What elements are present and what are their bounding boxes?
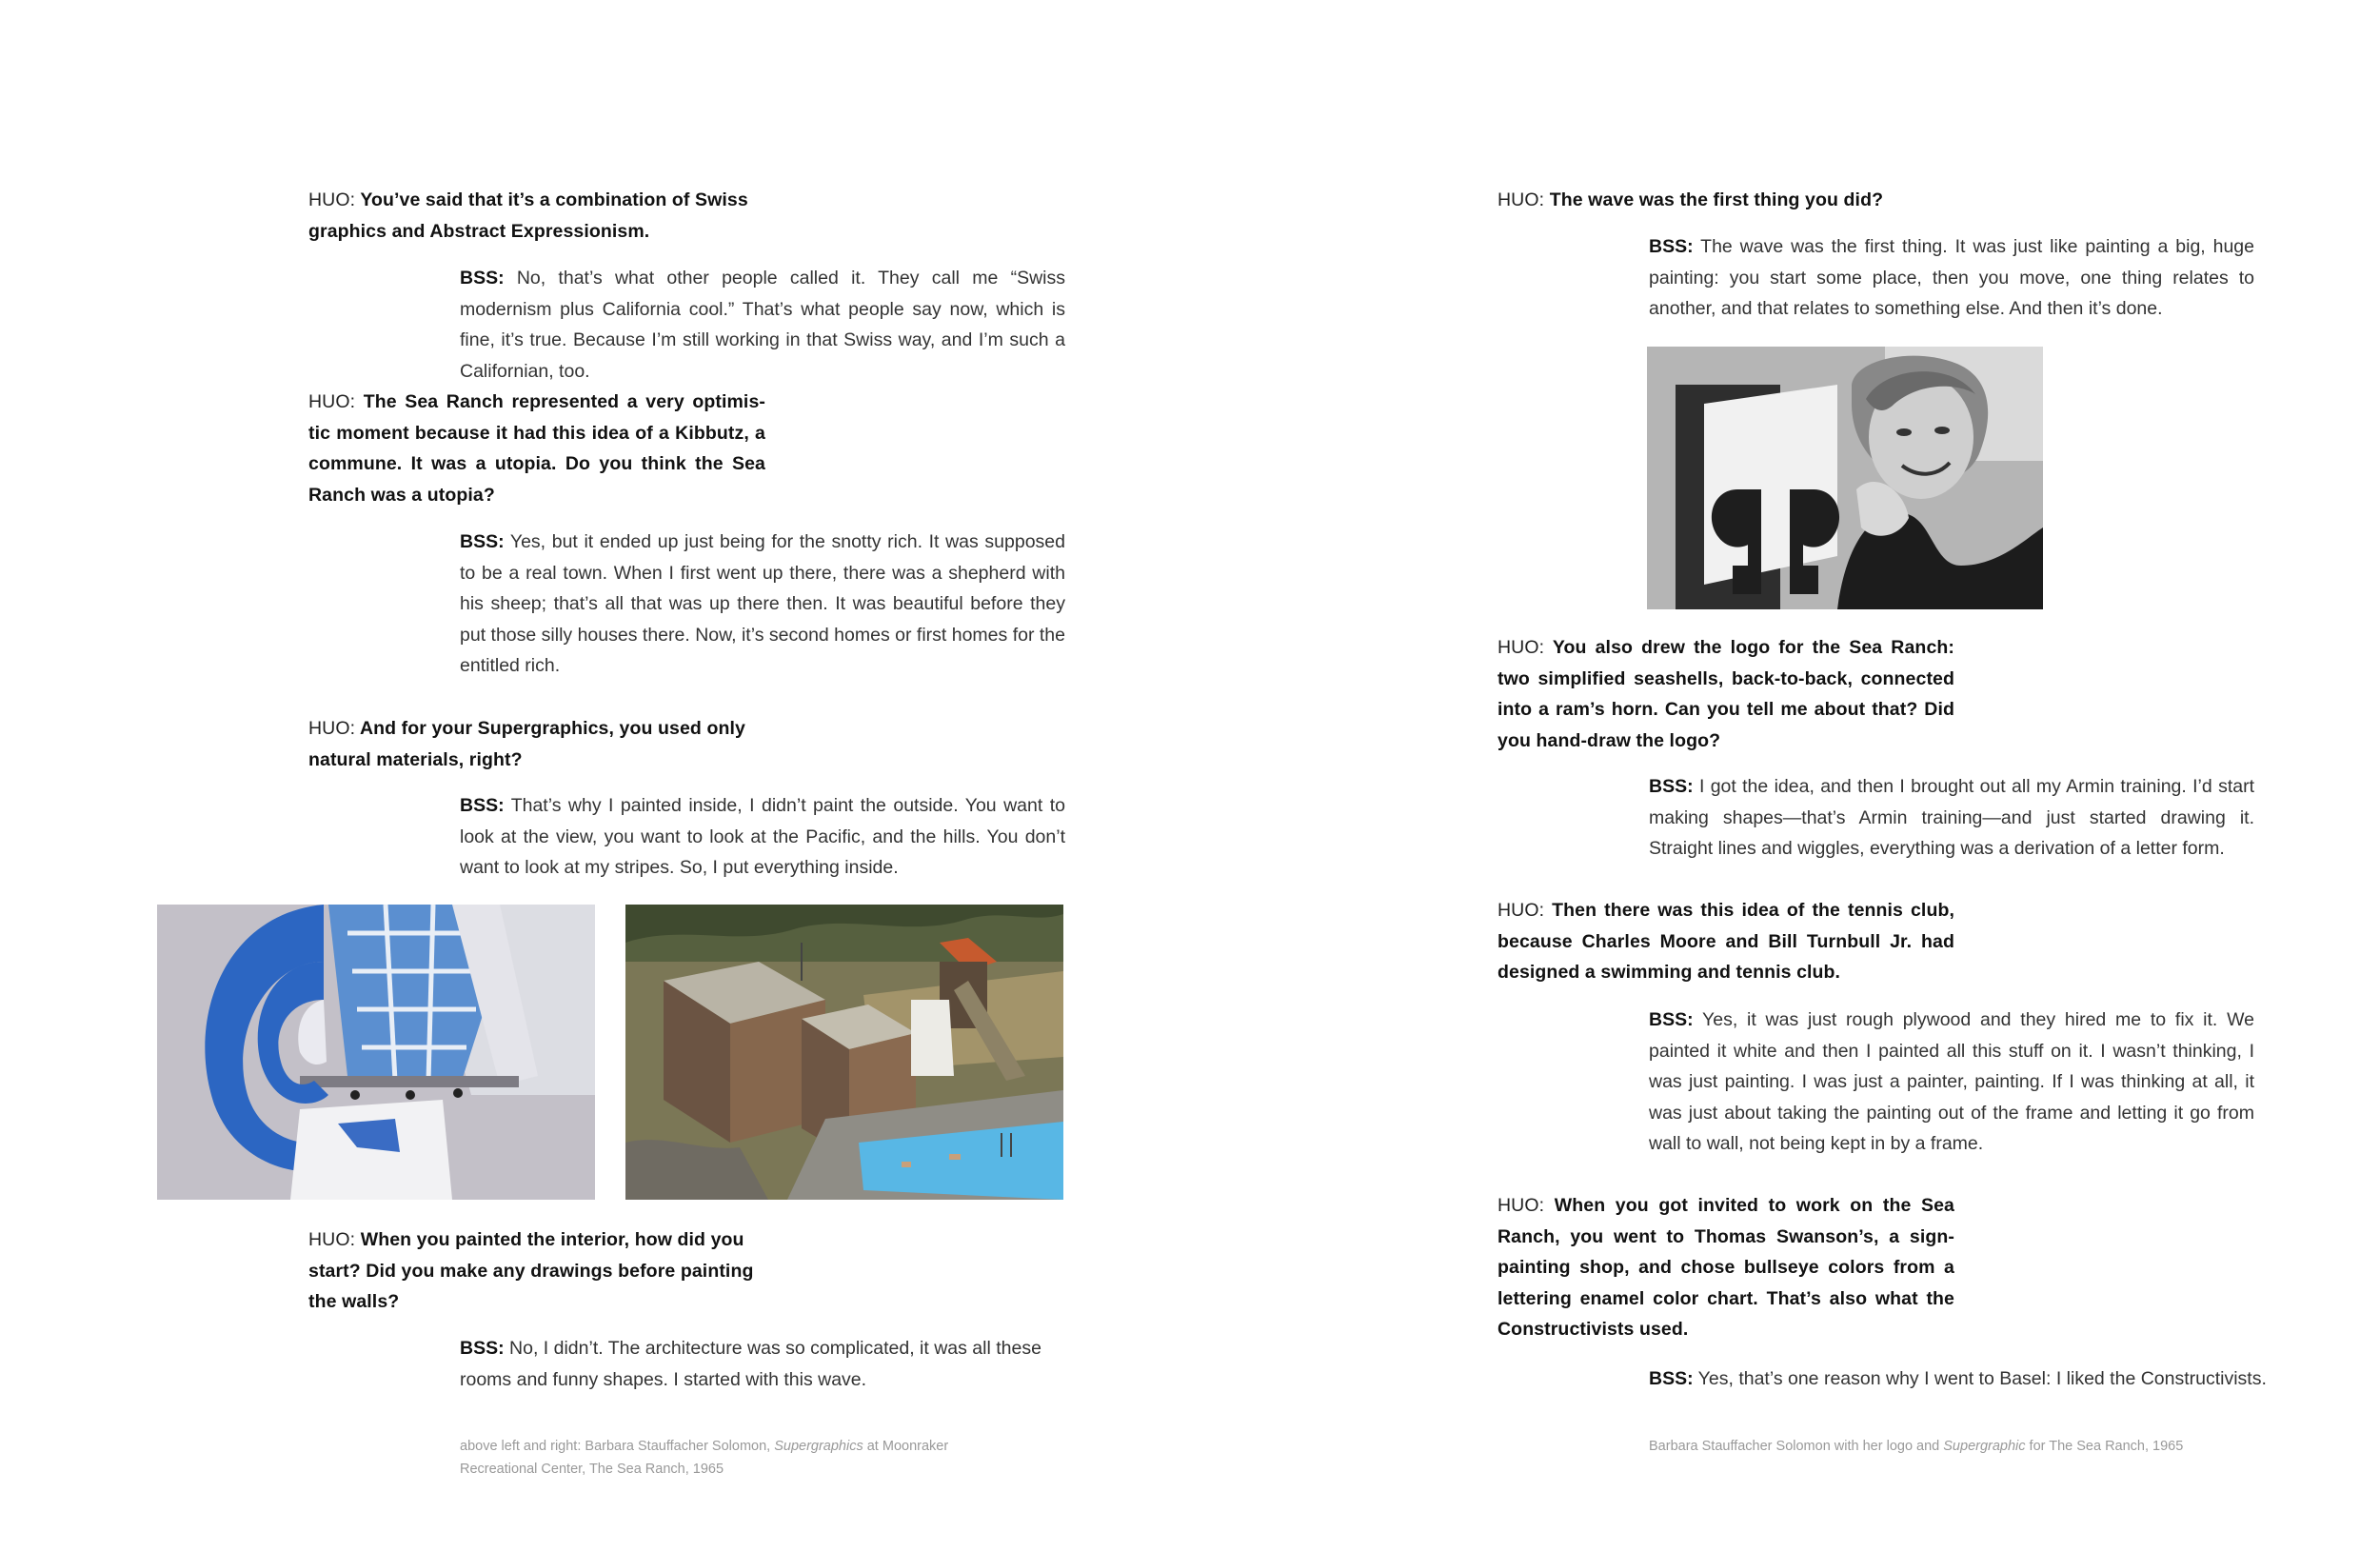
question-3 xyxy=(308,713,765,775)
question-text: When you got invited to work on the Sea Ranch, you went to Thomas Swanson’s, a sign-painting shop, and chose bullseye colors from a lettering enamel color chart. That’s also what the Constructivists used. xyxy=(1497,1195,1954,1340)
question-3 xyxy=(1497,895,1954,988)
answer-text: That’s why I painted inside, I didn’t paint the outside. You want to look at the view, you want to look at the Pacific, and the hills. You don’t want to look at my stripes. So, I put everything inside. xyxy=(460,795,1065,878)
question-4 xyxy=(1497,1190,1954,1345)
question-1 xyxy=(308,185,765,247)
speaker-bss: BSS: xyxy=(460,795,505,816)
question-4 xyxy=(308,1224,765,1318)
answer-text: Yes, that’s one reason why I went to Basel: I liked the Constructivists. xyxy=(1697,1368,2267,1389)
photo-caption: Barbara Stauffacher Solomon with her logo and Supergraphic for The Sea Ranch, 1965 xyxy=(1649,1439,2184,1454)
answer-3 xyxy=(460,790,1065,884)
speaker-huo: HUO: xyxy=(1497,637,1545,658)
answer-text: I got the idea, and then I brought out all my Armin training. I’d start making shapes—that’s Armin training—and just started drawing it. Straight lines and wiggles, everything was a derivation of a letter form. xyxy=(1649,776,2254,859)
speaker-huo: HUO: xyxy=(308,1229,356,1250)
spiral-interior-photo xyxy=(157,905,595,1200)
question-2 xyxy=(308,387,765,510)
answer-3 xyxy=(1649,1005,2254,1160)
question-1 xyxy=(1497,185,1954,216)
speaker-bss: BSS: xyxy=(1649,1009,1694,1030)
answer-text: The wave was the first thing. It was just like painting a big, huge painting: you start some place, then you move, one thing relates to another, and that relates to something else. And then it’s done. xyxy=(1649,236,2254,319)
answer-text: No, that’s what other people called it. They call me “Swiss modernism plus California cool.” That’s what people say now, which is fine, it’s true. Because I’m still working in that Swiss way, and I’m such a Californian, too. xyxy=(460,268,1065,382)
question-2 xyxy=(1497,632,1954,756)
portrait-with-logo-photo xyxy=(1647,347,2043,609)
question-text: You also drew the logo for the Sea Ranch: two simplified seashells, back-to-back, connected into a ram’s horn. Can you tell me about that? Did you hand-draw the logo? xyxy=(1497,637,1954,751)
speaker-bss: BSS: xyxy=(460,1338,505,1359)
question-text: And for your Supergraphics, you used only natural materials, right? xyxy=(308,718,745,770)
right-page xyxy=(1190,0,2380,1552)
speaker-huo: HUO: xyxy=(1497,1195,1545,1216)
answer-2 xyxy=(460,527,1065,682)
question-text: When you painted the interior, how did you start? Did you make any drawings before painting the walls? xyxy=(308,1229,754,1312)
answer-4 xyxy=(460,1333,1065,1395)
question-text: You’ve said that it’s a combination of Swiss graphics and Abstract Expressionism. xyxy=(308,189,748,242)
answer-4 xyxy=(1649,1363,2267,1395)
question-text: Then there was this idea of the tennis club, because Charles Moore and Bill Turnbull Jr. had designed a swimming and tennis club. xyxy=(1497,900,1954,983)
speaker-huo: HUO: xyxy=(308,718,356,739)
answer-2 xyxy=(1649,771,2254,865)
question-text: The wave was the first thing you did? xyxy=(1549,189,1884,210)
speaker-huo: HUO: xyxy=(308,391,356,412)
moonraker-buildings-photo xyxy=(625,905,1063,1200)
answer-text: No, I didn’t. The architecture was so complicated, it was all these rooms and funny shapes. I started with this wave. xyxy=(460,1338,1041,1390)
speaker-huo: HUO: xyxy=(1497,189,1545,210)
speaker-bss: BSS: xyxy=(1649,236,1694,257)
answer-text: Yes, it was just rough plywood and they hired me to fix it. We painted it white and then I painted all this stuff on it. I wasn’t thinking, I was just painting. I was just a painter, painting. If I was thinking at all, it was just about taking the painting out of the frame and letting it go from wall to wall, not being kept in by a frame. xyxy=(1649,1009,2254,1154)
speaker-bss: BSS: xyxy=(460,531,505,552)
answer-1 xyxy=(460,263,1065,387)
answer-1 xyxy=(1649,231,2254,325)
answer-text: Yes, but it ended up just being for the snotty rich. It was supposed to be a real town. When I first went up there, there was a shepherd with his sheep; that’s all that was up there then. It was beautiful before they put those silly houses there. Now, it’s second homes or first homes for the entitled rich. xyxy=(460,531,1065,676)
photo-caption: above left and right: Barbara Stauffacher Solomon, Supergraphics at Moonraker Recreational Center, The Sea Ranch, 1965 xyxy=(460,1439,949,1477)
speaker-huo: HUO: xyxy=(308,189,356,210)
question-text: The Sea Ranch represented a very optimis-tic moment because it had this idea of a Kibbutz, a commune. It was a utopia. Do you think the Sea Ranch was a utopia? xyxy=(308,391,765,506)
speaker-huo: HUO: xyxy=(1497,900,1545,921)
speaker-bss: BSS: xyxy=(1649,1368,1694,1389)
speaker-bss: BSS: xyxy=(460,268,505,289)
speaker-bss: BSS: xyxy=(1649,776,1694,797)
